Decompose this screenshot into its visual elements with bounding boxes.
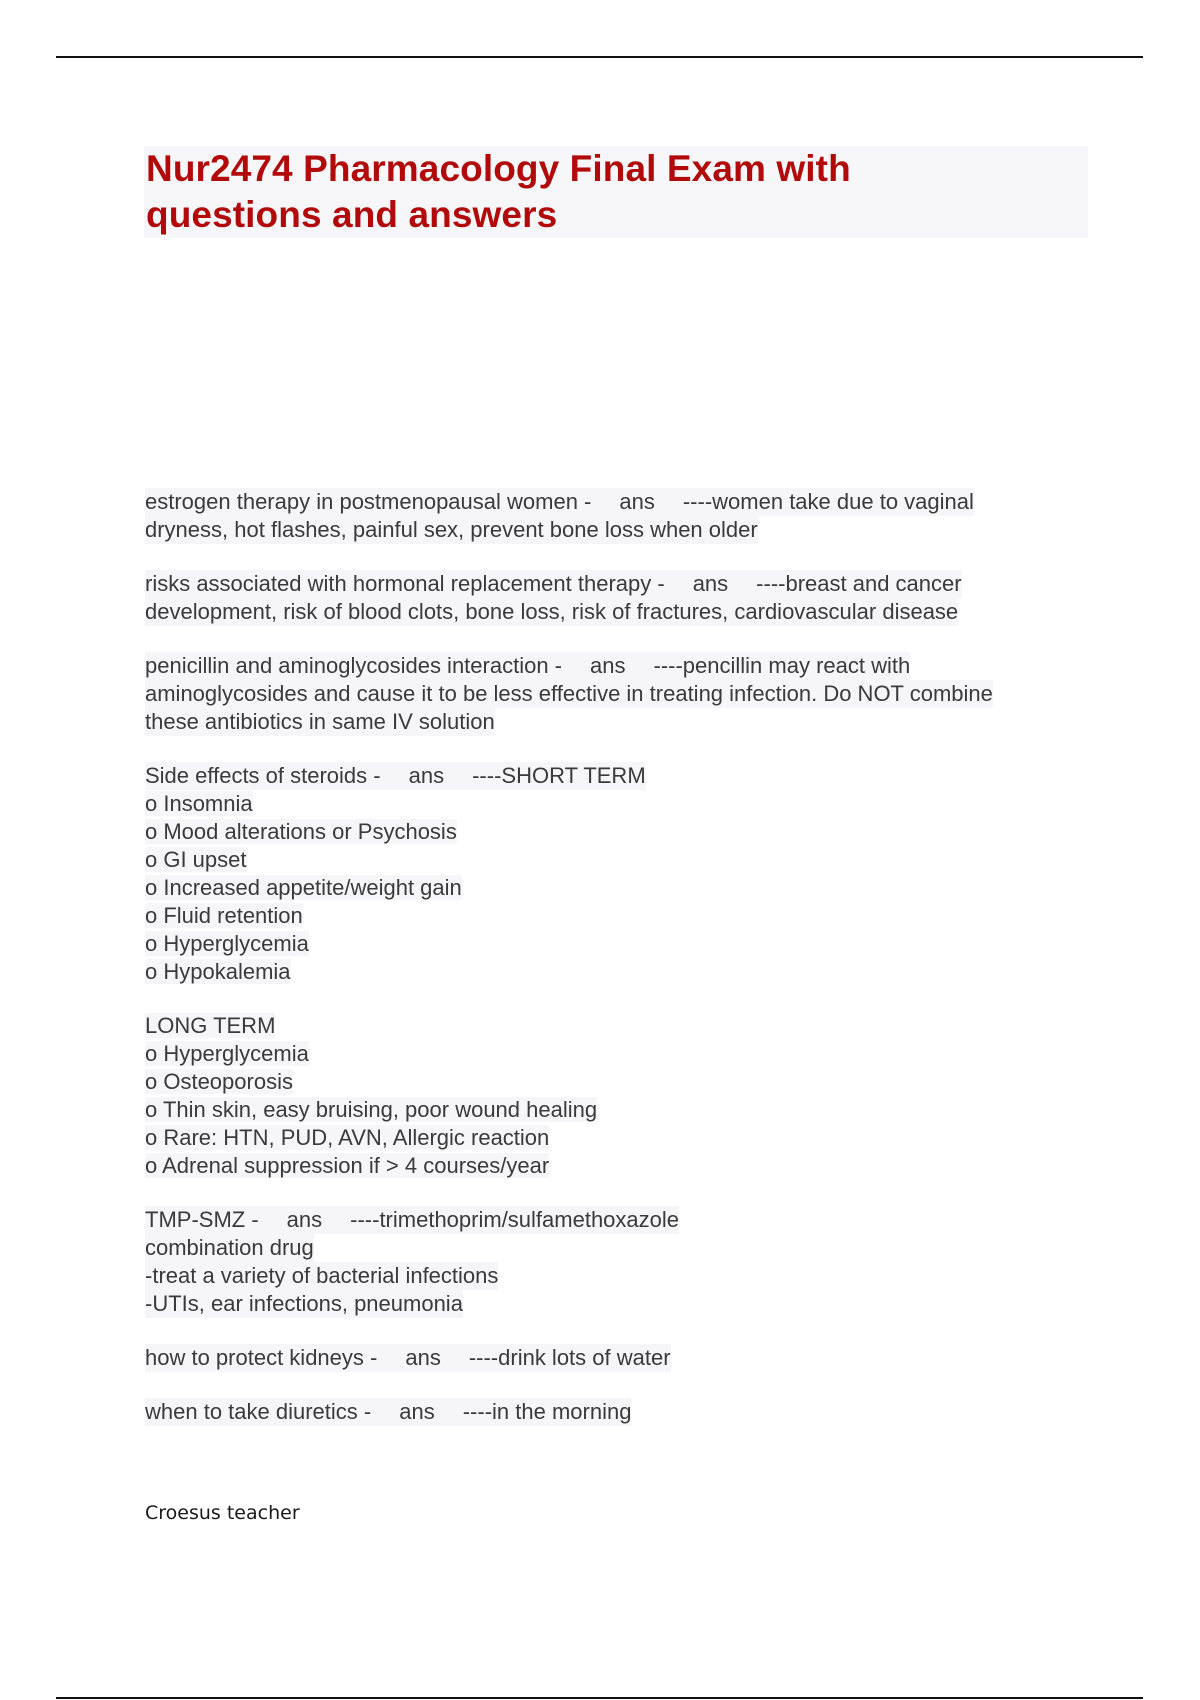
footer-rule [56,1697,1143,1699]
ans-label: ans [619,489,655,514]
answer-text: development, risk of blood clots, bone loss, risk of fractures, cardiovascular disease [145,599,959,624]
footer-author-note: Croesus teacher [145,1502,300,1524]
qa-item-steroids [145,762,1090,1180]
qa-item-diuretics [145,1398,1090,1426]
answer-text: ----pencillin may react with [653,653,911,678]
question-text: TMP-SMZ - [145,1207,259,1232]
answer-text: ----breast and cancer [756,571,962,596]
answer-text: aminoglycosides and cause it to be less effective in treating infection. Do NOT combine [145,681,993,706]
qa-item-tmp-smz [145,1206,1090,1318]
page-title [146,146,1086,238]
ans-label: ans [692,571,729,596]
question-text: how to protect kidneys - [145,1345,378,1370]
question-text: when to take diuretics - [145,1399,372,1424]
answer-text: ----in the morning [462,1399,632,1424]
answer-text: ----trimethoprim/sulfamethoxazole [350,1207,680,1232]
long-term-heading: LONG TERM [145,1013,276,1038]
qa-list [145,488,1090,1452]
short-term-list [145,790,1090,986]
list-item: o Fluid retention [145,903,303,928]
list-item: o Adrenal suppression if > 4 courses/year [145,1153,550,1178]
list-item: o Hypokalemia [145,959,291,984]
ans-label: ans [399,1399,435,1424]
header-rule [56,56,1143,58]
list-item: o Mood alterations or Psychosis [145,819,457,844]
list-item: o GI upset [145,847,247,872]
answer-text: -UTIs, ear infections, pneumonia [145,1291,463,1316]
list-item: o Hyperglycemia [145,1041,309,1066]
title-block [144,146,1088,238]
qa-item-kidneys [145,1344,1090,1372]
answer-text: ----SHORT TERM [472,763,646,788]
list-item: o Insomnia [145,791,253,816]
long-term-list [145,1040,1090,1180]
answer-text: -treat a variety of bacterial infections [145,1263,499,1288]
qa-item-hrt-risks [145,570,1090,626]
list-item: o Osteoporosis [145,1069,293,1094]
answer-text: ----women take due to vaginal [682,489,974,514]
answer-text: ----drink lots of water [468,1345,671,1370]
ans-label: ans [405,1345,441,1370]
list-item: o Increased appetite/weight gain [145,875,462,900]
title-line-2: questions and answers [146,194,558,235]
ans-label: ans [408,763,445,788]
question-text: Side effects of steroids - [145,763,381,788]
title-line-1: Nur2474 Pharmacology Final Exam with [146,148,851,189]
answer-text: combination drug [145,1235,314,1260]
ans-label: ans [590,653,626,678]
list-item: o Thin skin, easy bruising, poor wound healing [145,1097,598,1122]
list-item: o Rare: HTN, PUD, AVN, Allergic reaction [145,1125,550,1150]
qa-item-penicillin [145,652,1090,736]
ans-label: ans [286,1207,323,1232]
list-item: o Hyperglycemia [145,931,309,956]
question-text: risks associated with hormonal replacement therapy - [145,571,665,596]
qa-item-estrogen [145,488,1090,544]
question-text: estrogen therapy in postmenopausal women - [145,489,592,514]
question-text: penicillin and aminoglycosides interaction - [145,653,563,678]
answer-text: dryness, hot flashes, painful sex, prevent bone loss when older [145,517,758,542]
answer-text: these antibiotics in same IV solution [145,709,495,734]
